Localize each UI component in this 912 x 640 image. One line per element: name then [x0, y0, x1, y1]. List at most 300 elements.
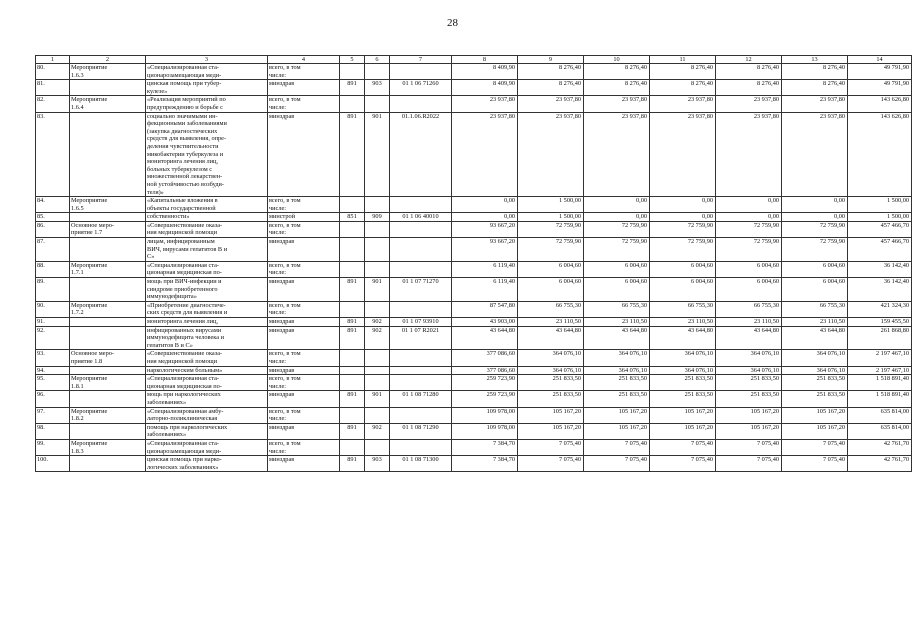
- year-amount: 6 119,40: [452, 261, 518, 277]
- measure-description: «Совершенствование оказа- ния медицинской помощи: [146, 221, 268, 237]
- measure-name: Мероприятие 1.8.1: [70, 375, 146, 391]
- year-amount: 7 075,40: [584, 456, 650, 472]
- measure-name: [70, 213, 146, 222]
- year-amount: 377 086,60: [452, 366, 518, 375]
- year-amount: 43 644,80: [518, 326, 584, 350]
- row-number: 91.: [36, 318, 70, 327]
- year-amount: 23 937,80: [650, 96, 716, 112]
- row-number: 96.: [36, 391, 70, 407]
- year-amount: 8 276,40: [716, 64, 782, 80]
- year-amount: 23 937,80: [782, 96, 848, 112]
- year-amount: 23 110,50: [584, 318, 650, 327]
- measure-name: [70, 423, 146, 439]
- table-row: [36, 407, 912, 423]
- column-number: 9: [518, 56, 584, 64]
- responsible-executor: минздрав: [268, 318, 340, 327]
- row-number: 89.: [36, 278, 70, 302]
- table-row: [36, 326, 912, 350]
- year-amount: 105 167,20: [716, 423, 782, 439]
- year-amount: 7 075,40: [650, 439, 716, 455]
- grbs-code: [340, 375, 365, 391]
- responsible-executor: минздрав: [268, 238, 340, 262]
- table-row: [36, 350, 912, 366]
- target-article-code: 01 1 07 93910: [390, 318, 452, 327]
- total-amount: 1 518 891,40: [848, 391, 912, 407]
- responsible-executor: всего, в том числе:: [268, 261, 340, 277]
- year-amount: 364 076,10: [518, 366, 584, 375]
- year-amount: 6 004,60: [584, 278, 650, 302]
- responsible-executor: всего, в том числе:: [268, 221, 340, 237]
- total-amount: 635 814,00: [848, 423, 912, 439]
- year-amount: 23 110,50: [650, 318, 716, 327]
- target-article-code: [390, 407, 452, 423]
- year-amount: 364 076,10: [782, 350, 848, 366]
- table-row: [36, 261, 912, 277]
- column-number: 6: [365, 56, 390, 64]
- year-amount: 364 076,10: [584, 350, 650, 366]
- section-code: 902: [365, 318, 390, 327]
- year-amount: 0,00: [782, 197, 848, 213]
- section-code: 909: [365, 213, 390, 222]
- measure-name: Мероприятие 1.8.3: [70, 439, 146, 455]
- measure-description: «Специализированная амбу- латорно-поликлиническая: [146, 407, 268, 423]
- measure-name: Мероприятие 1.8.2: [70, 407, 146, 423]
- measure-description: помощь при наркологических заболеваниях»: [146, 423, 268, 439]
- year-amount: 105 167,20: [782, 407, 848, 423]
- measure-name: [70, 278, 146, 302]
- year-amount: 23 937,80: [782, 112, 848, 197]
- section-code: 901: [365, 278, 390, 302]
- target-article-code: 01 1 08 71280: [390, 391, 452, 407]
- year-amount: 66 755,30: [716, 301, 782, 317]
- year-amount: 6 004,60: [782, 261, 848, 277]
- measure-description: мониторинга лечения лиц,: [146, 318, 268, 327]
- grbs-code: 891: [340, 80, 365, 96]
- total-amount: 49 791,90: [848, 64, 912, 80]
- measure-description: «Специализированная ста- ционарная медицинская по-: [146, 261, 268, 277]
- year-amount: 251 833,50: [650, 391, 716, 407]
- year-amount: 23 937,80: [518, 96, 584, 112]
- year-amount: 66 755,30: [584, 301, 650, 317]
- year-amount: 251 833,50: [716, 375, 782, 391]
- responsible-executor: всего, в том числе:: [268, 439, 340, 455]
- year-amount: 43 644,80: [452, 326, 518, 350]
- section-code: 903: [365, 80, 390, 96]
- measure-name: Мероприятие 1.7.2: [70, 301, 146, 317]
- section-code: [365, 301, 390, 317]
- year-amount: 23 110,50: [782, 318, 848, 327]
- measure-name: Основное меро- приятие 1.8: [70, 350, 146, 366]
- measure-name: Основное меро- приятие 1.7: [70, 221, 146, 237]
- measure-description: «Специализированная ста- ционарная медицинская по-: [146, 375, 268, 391]
- row-number: 83.: [36, 112, 70, 197]
- column-number: 13: [782, 56, 848, 64]
- grbs-code: 891: [340, 318, 365, 327]
- total-amount: 143 626,80: [848, 96, 912, 112]
- year-amount: 23 110,50: [518, 318, 584, 327]
- year-amount: 23 937,80: [650, 112, 716, 197]
- grbs-code: [340, 439, 365, 455]
- year-amount: 0,00: [716, 213, 782, 222]
- page-number: 28: [447, 17, 458, 29]
- grbs-code: [340, 407, 365, 423]
- measure-description: наркологическим больным»: [146, 366, 268, 375]
- target-article-code: [390, 366, 452, 375]
- grbs-code: [340, 301, 365, 317]
- year-amount: 105 167,20: [650, 407, 716, 423]
- year-amount: 66 755,30: [650, 301, 716, 317]
- responsible-executor: минздрав: [268, 391, 340, 407]
- year-amount: 364 076,10: [782, 366, 848, 375]
- row-number: 84.: [36, 197, 70, 213]
- measure-name: Мероприятие 1.7.1: [70, 261, 146, 277]
- year-amount: 105 167,20: [584, 423, 650, 439]
- year-amount: 7 075,40: [518, 456, 584, 472]
- grbs-code: [340, 261, 365, 277]
- year-amount: 0,00: [650, 213, 716, 222]
- measure-description: лицам, инфицированным ВИЧ, вирусами гепатитов В и С»: [146, 238, 268, 262]
- year-amount: 0,00: [584, 213, 650, 222]
- row-number: 99.: [36, 439, 70, 455]
- grbs-code: [340, 221, 365, 237]
- measure-name: [70, 238, 146, 262]
- year-amount: 251 833,50: [584, 375, 650, 391]
- measure-name: [70, 366, 146, 375]
- row-number: 80.: [36, 64, 70, 80]
- target-article-code: [390, 197, 452, 213]
- row-number: 85.: [36, 213, 70, 222]
- section-code: [365, 439, 390, 455]
- target-article-code: [390, 221, 452, 237]
- row-number: 100.: [36, 456, 70, 472]
- section-code: [365, 350, 390, 366]
- year-amount: 23 937,80: [584, 96, 650, 112]
- table-row: [36, 96, 912, 112]
- measure-name: [70, 456, 146, 472]
- grbs-code: 851: [340, 213, 365, 222]
- year-amount: 72 759,90: [782, 221, 848, 237]
- column-number: 4: [268, 56, 340, 64]
- grbs-code: [340, 64, 365, 80]
- measure-name: [70, 326, 146, 350]
- year-amount: 93 667,20: [452, 238, 518, 262]
- total-amount: 1 500,00: [848, 197, 912, 213]
- column-number: 5: [340, 56, 365, 64]
- section-code: [365, 221, 390, 237]
- column-number: 10: [584, 56, 650, 64]
- year-amount: 8 276,40: [782, 80, 848, 96]
- year-amount: 43 644,80: [584, 326, 650, 350]
- year-amount: 7 075,40: [782, 456, 848, 472]
- grbs-code: [340, 238, 365, 262]
- row-number: 81.: [36, 80, 70, 96]
- row-number: 93.: [36, 350, 70, 366]
- year-amount: 8 276,40: [518, 64, 584, 80]
- measure-name: Мероприятие 1.6.5: [70, 197, 146, 213]
- year-amount: 23 937,80: [452, 96, 518, 112]
- year-amount: 6 004,60: [650, 261, 716, 277]
- year-amount: 87 547,80: [452, 301, 518, 317]
- measure-name: [70, 112, 146, 197]
- responsible-executor: всего, в том числе:: [268, 96, 340, 112]
- measure-name: Мероприятие 1.6.3: [70, 64, 146, 80]
- measure-name: [70, 318, 146, 327]
- table-row: [36, 278, 912, 302]
- target-article-code: [390, 301, 452, 317]
- year-amount: 364 076,10: [650, 350, 716, 366]
- total-amount: 1 518 891,40: [848, 375, 912, 391]
- year-amount: 6 004,60: [782, 278, 848, 302]
- year-amount: 6 004,60: [584, 261, 650, 277]
- table-row: [36, 301, 912, 317]
- year-amount: 105 167,20: [716, 407, 782, 423]
- measure-description: мощь при наркологических заболеваниях»: [146, 391, 268, 407]
- table-row: [36, 112, 912, 197]
- row-number: 87.: [36, 238, 70, 262]
- year-amount: 105 167,20: [782, 423, 848, 439]
- responsible-executor: всего, в том числе:: [268, 350, 340, 366]
- section-code: 901: [365, 391, 390, 407]
- year-amount: 8 276,40: [518, 80, 584, 96]
- year-amount: 109 978,00: [452, 407, 518, 423]
- year-amount: 7 075,40: [716, 439, 782, 455]
- total-amount: 261 868,80: [848, 326, 912, 350]
- year-amount: 23 937,80: [452, 112, 518, 197]
- section-code: [365, 64, 390, 80]
- table-row: [36, 439, 912, 455]
- measure-description: инфицированных вирусами иммунодефицита человека и гепатитов В и С»: [146, 326, 268, 350]
- table-body: [36, 56, 912, 472]
- total-amount: 2 197 467,10: [848, 366, 912, 375]
- year-amount: 7 384,70: [452, 439, 518, 455]
- section-code: 902: [365, 423, 390, 439]
- year-amount: 23 937,80: [584, 112, 650, 197]
- year-amount: 6 119,40: [452, 278, 518, 302]
- year-amount: 109 978,00: [452, 423, 518, 439]
- target-article-code: [390, 350, 452, 366]
- year-amount: 0,00: [584, 197, 650, 213]
- year-amount: 8 276,40: [650, 64, 716, 80]
- column-number: 2: [70, 56, 146, 64]
- grbs-code: [340, 366, 365, 375]
- responsible-executor: минздрав: [268, 326, 340, 350]
- total-amount: 2 197 467,10: [848, 350, 912, 366]
- year-amount: 23 937,80: [518, 112, 584, 197]
- total-amount: 421 324,30: [848, 301, 912, 317]
- measure-description: цинская помощь при нарко- логических заболеваниях»: [146, 456, 268, 472]
- year-amount: 7 384,70: [452, 456, 518, 472]
- table-row: [36, 318, 912, 327]
- column-number: 12: [716, 56, 782, 64]
- row-number: 97.: [36, 407, 70, 423]
- measure-description: собственности»: [146, 213, 268, 222]
- section-code: [365, 375, 390, 391]
- year-amount: 72 759,90: [650, 221, 716, 237]
- table-row: [36, 423, 912, 439]
- measure-description: «Специализированная ста- ционарозамещающая меди-: [146, 64, 268, 80]
- year-amount: 251 833,50: [716, 391, 782, 407]
- responsible-executor: всего, в том числе:: [268, 64, 340, 80]
- measure-name: Мероприятие 1.6.4: [70, 96, 146, 112]
- grbs-code: [340, 197, 365, 213]
- year-amount: 7 075,40: [782, 439, 848, 455]
- year-amount: 105 167,20: [518, 423, 584, 439]
- column-number: 14: [848, 56, 912, 64]
- section-code: 903: [365, 456, 390, 472]
- year-amount: 1 500,00: [518, 197, 584, 213]
- total-amount: 49 791,90: [848, 80, 912, 96]
- year-amount: 8 276,40: [782, 64, 848, 80]
- grbs-code: [340, 96, 365, 112]
- row-number: 86.: [36, 221, 70, 237]
- year-amount: 72 759,90: [716, 238, 782, 262]
- section-code: [365, 197, 390, 213]
- section-code: [365, 261, 390, 277]
- measure-description: «Капитальные вложения в объекты государственной: [146, 197, 268, 213]
- year-amount: 66 755,30: [518, 301, 584, 317]
- responsible-executor: всего, в том числе:: [268, 407, 340, 423]
- responsible-executor: всего, в том числе:: [268, 301, 340, 317]
- year-amount: 364 076,10: [584, 366, 650, 375]
- column-number-row: [36, 56, 912, 64]
- measure-description: мощь при ВИЧ-инфекции и синдроме приобретенного иммунодефицита»: [146, 278, 268, 302]
- year-amount: 72 759,90: [650, 238, 716, 262]
- year-amount: 8 276,40: [716, 80, 782, 96]
- section-code: [365, 366, 390, 375]
- target-article-code: 01 1 08 71290: [390, 423, 452, 439]
- year-amount: 251 833,50: [518, 391, 584, 407]
- grbs-code: 891: [340, 423, 365, 439]
- target-article-code: 01 1 06 40010: [390, 213, 452, 222]
- measure-description: социально значимыми ин- фекционными заболеваниями (закупка диагностических средств для выявления, опре- деления чувствительности микобактерии туберкулеза и мониторинга лечения лиц, больных туберкулезом с множественной лекарствен- ной устойчивостью возбуди- теля)»: [146, 112, 268, 197]
- year-amount: 7 075,40: [716, 456, 782, 472]
- year-amount: 0,00: [650, 197, 716, 213]
- target-article-code: 01.1.06.R2022: [390, 112, 452, 197]
- year-amount: 364 076,10: [716, 366, 782, 375]
- year-amount: 72 759,90: [782, 238, 848, 262]
- year-amount: 8 409,90: [452, 64, 518, 80]
- grbs-code: 891: [340, 391, 365, 407]
- target-article-code: 01 1 06 71260: [390, 80, 452, 96]
- total-amount: 36 142,40: [848, 261, 912, 277]
- responsible-executor: всего, в том числе:: [268, 375, 340, 391]
- responsible-executor: минздрав: [268, 278, 340, 302]
- measure-description: «Приобретение диагностиче- ских средств для выявления и: [146, 301, 268, 317]
- grbs-code: 891: [340, 456, 365, 472]
- target-article-code: 01 1 07 71270: [390, 278, 452, 302]
- total-amount: 159 455,50: [848, 318, 912, 327]
- year-amount: 72 759,90: [518, 238, 584, 262]
- year-amount: 23 110,50: [716, 318, 782, 327]
- table-row: [36, 221, 912, 237]
- year-amount: 72 759,90: [584, 238, 650, 262]
- total-amount: 42 761,70: [848, 439, 912, 455]
- responsible-executor: минздрав: [268, 80, 340, 96]
- measure-description: «Реализация мероприятий по предупреждению и борьбе с: [146, 96, 268, 112]
- year-amount: 377 086,60: [452, 350, 518, 366]
- table-row: [36, 80, 912, 96]
- year-amount: 72 759,90: [584, 221, 650, 237]
- total-amount: 457 466,70: [848, 238, 912, 262]
- responsible-executor: минздрав: [268, 366, 340, 375]
- table-row: [36, 366, 912, 375]
- total-amount: 143 626,80: [848, 112, 912, 197]
- year-amount: 0,00: [782, 213, 848, 222]
- year-amount: 105 167,20: [584, 407, 650, 423]
- year-amount: 0,00: [452, 197, 518, 213]
- total-amount: 457 466,70: [848, 221, 912, 237]
- grbs-code: 891: [340, 326, 365, 350]
- year-amount: 23 937,80: [716, 112, 782, 197]
- responsible-executor: всего, в том числе:: [268, 197, 340, 213]
- year-amount: 105 167,20: [518, 407, 584, 423]
- target-article-code: [390, 261, 452, 277]
- year-amount: 43 644,80: [782, 326, 848, 350]
- year-amount: 251 833,50: [650, 375, 716, 391]
- year-amount: 259 723,90: [452, 375, 518, 391]
- target-article-code: [390, 64, 452, 80]
- table-row: [36, 64, 912, 80]
- total-amount: 1 500,00: [848, 213, 912, 222]
- section-code: [365, 407, 390, 423]
- target-article-code: [390, 439, 452, 455]
- table-row: [36, 391, 912, 407]
- section-code: [365, 96, 390, 112]
- target-article-code: [390, 375, 452, 391]
- column-number: 11: [650, 56, 716, 64]
- year-amount: 6 004,60: [716, 261, 782, 277]
- year-amount: 66 755,30: [782, 301, 848, 317]
- year-amount: 93 667,20: [452, 221, 518, 237]
- measure-description: цинская помощь при тубер- кулезе»: [146, 80, 268, 96]
- section-code: [365, 238, 390, 262]
- target-article-code: [390, 238, 452, 262]
- year-amount: 7 075,40: [650, 456, 716, 472]
- responsible-executor: минздрав: [268, 112, 340, 197]
- year-amount: 0,00: [452, 213, 518, 222]
- grbs-code: [340, 350, 365, 366]
- year-amount: 6 004,60: [716, 278, 782, 302]
- responsible-executor: минстрой: [268, 213, 340, 222]
- row-number: 90.: [36, 301, 70, 317]
- year-amount: 105 167,20: [650, 423, 716, 439]
- grbs-code: 891: [340, 278, 365, 302]
- column-number: 8: [452, 56, 518, 64]
- target-article-code: 01 1 08 71300: [390, 456, 452, 472]
- year-amount: 7 075,40: [584, 439, 650, 455]
- year-amount: 259 723,90: [452, 391, 518, 407]
- total-amount: 635 814,00: [848, 407, 912, 423]
- total-amount: 42 761,70: [848, 456, 912, 472]
- row-number: 95.: [36, 375, 70, 391]
- year-amount: 7 075,40: [518, 439, 584, 455]
- column-number: 1: [36, 56, 70, 64]
- year-amount: 6 004,60: [650, 278, 716, 302]
- year-amount: 251 833,50: [782, 375, 848, 391]
- year-amount: 72 759,90: [716, 221, 782, 237]
- year-amount: 72 759,90: [518, 221, 584, 237]
- year-amount: 43 644,80: [650, 326, 716, 350]
- year-amount: 6 004,60: [518, 278, 584, 302]
- responsible-executor: минздрав: [268, 456, 340, 472]
- year-amount: 364 076,10: [518, 350, 584, 366]
- year-amount: 251 833,50: [584, 391, 650, 407]
- year-amount: 43 644,80: [716, 326, 782, 350]
- year-amount: 8 276,40: [650, 80, 716, 96]
- year-amount: 23 937,80: [716, 96, 782, 112]
- year-amount: 43 903,00: [452, 318, 518, 327]
- target-article-code: 01 1 07 R2021: [390, 326, 452, 350]
